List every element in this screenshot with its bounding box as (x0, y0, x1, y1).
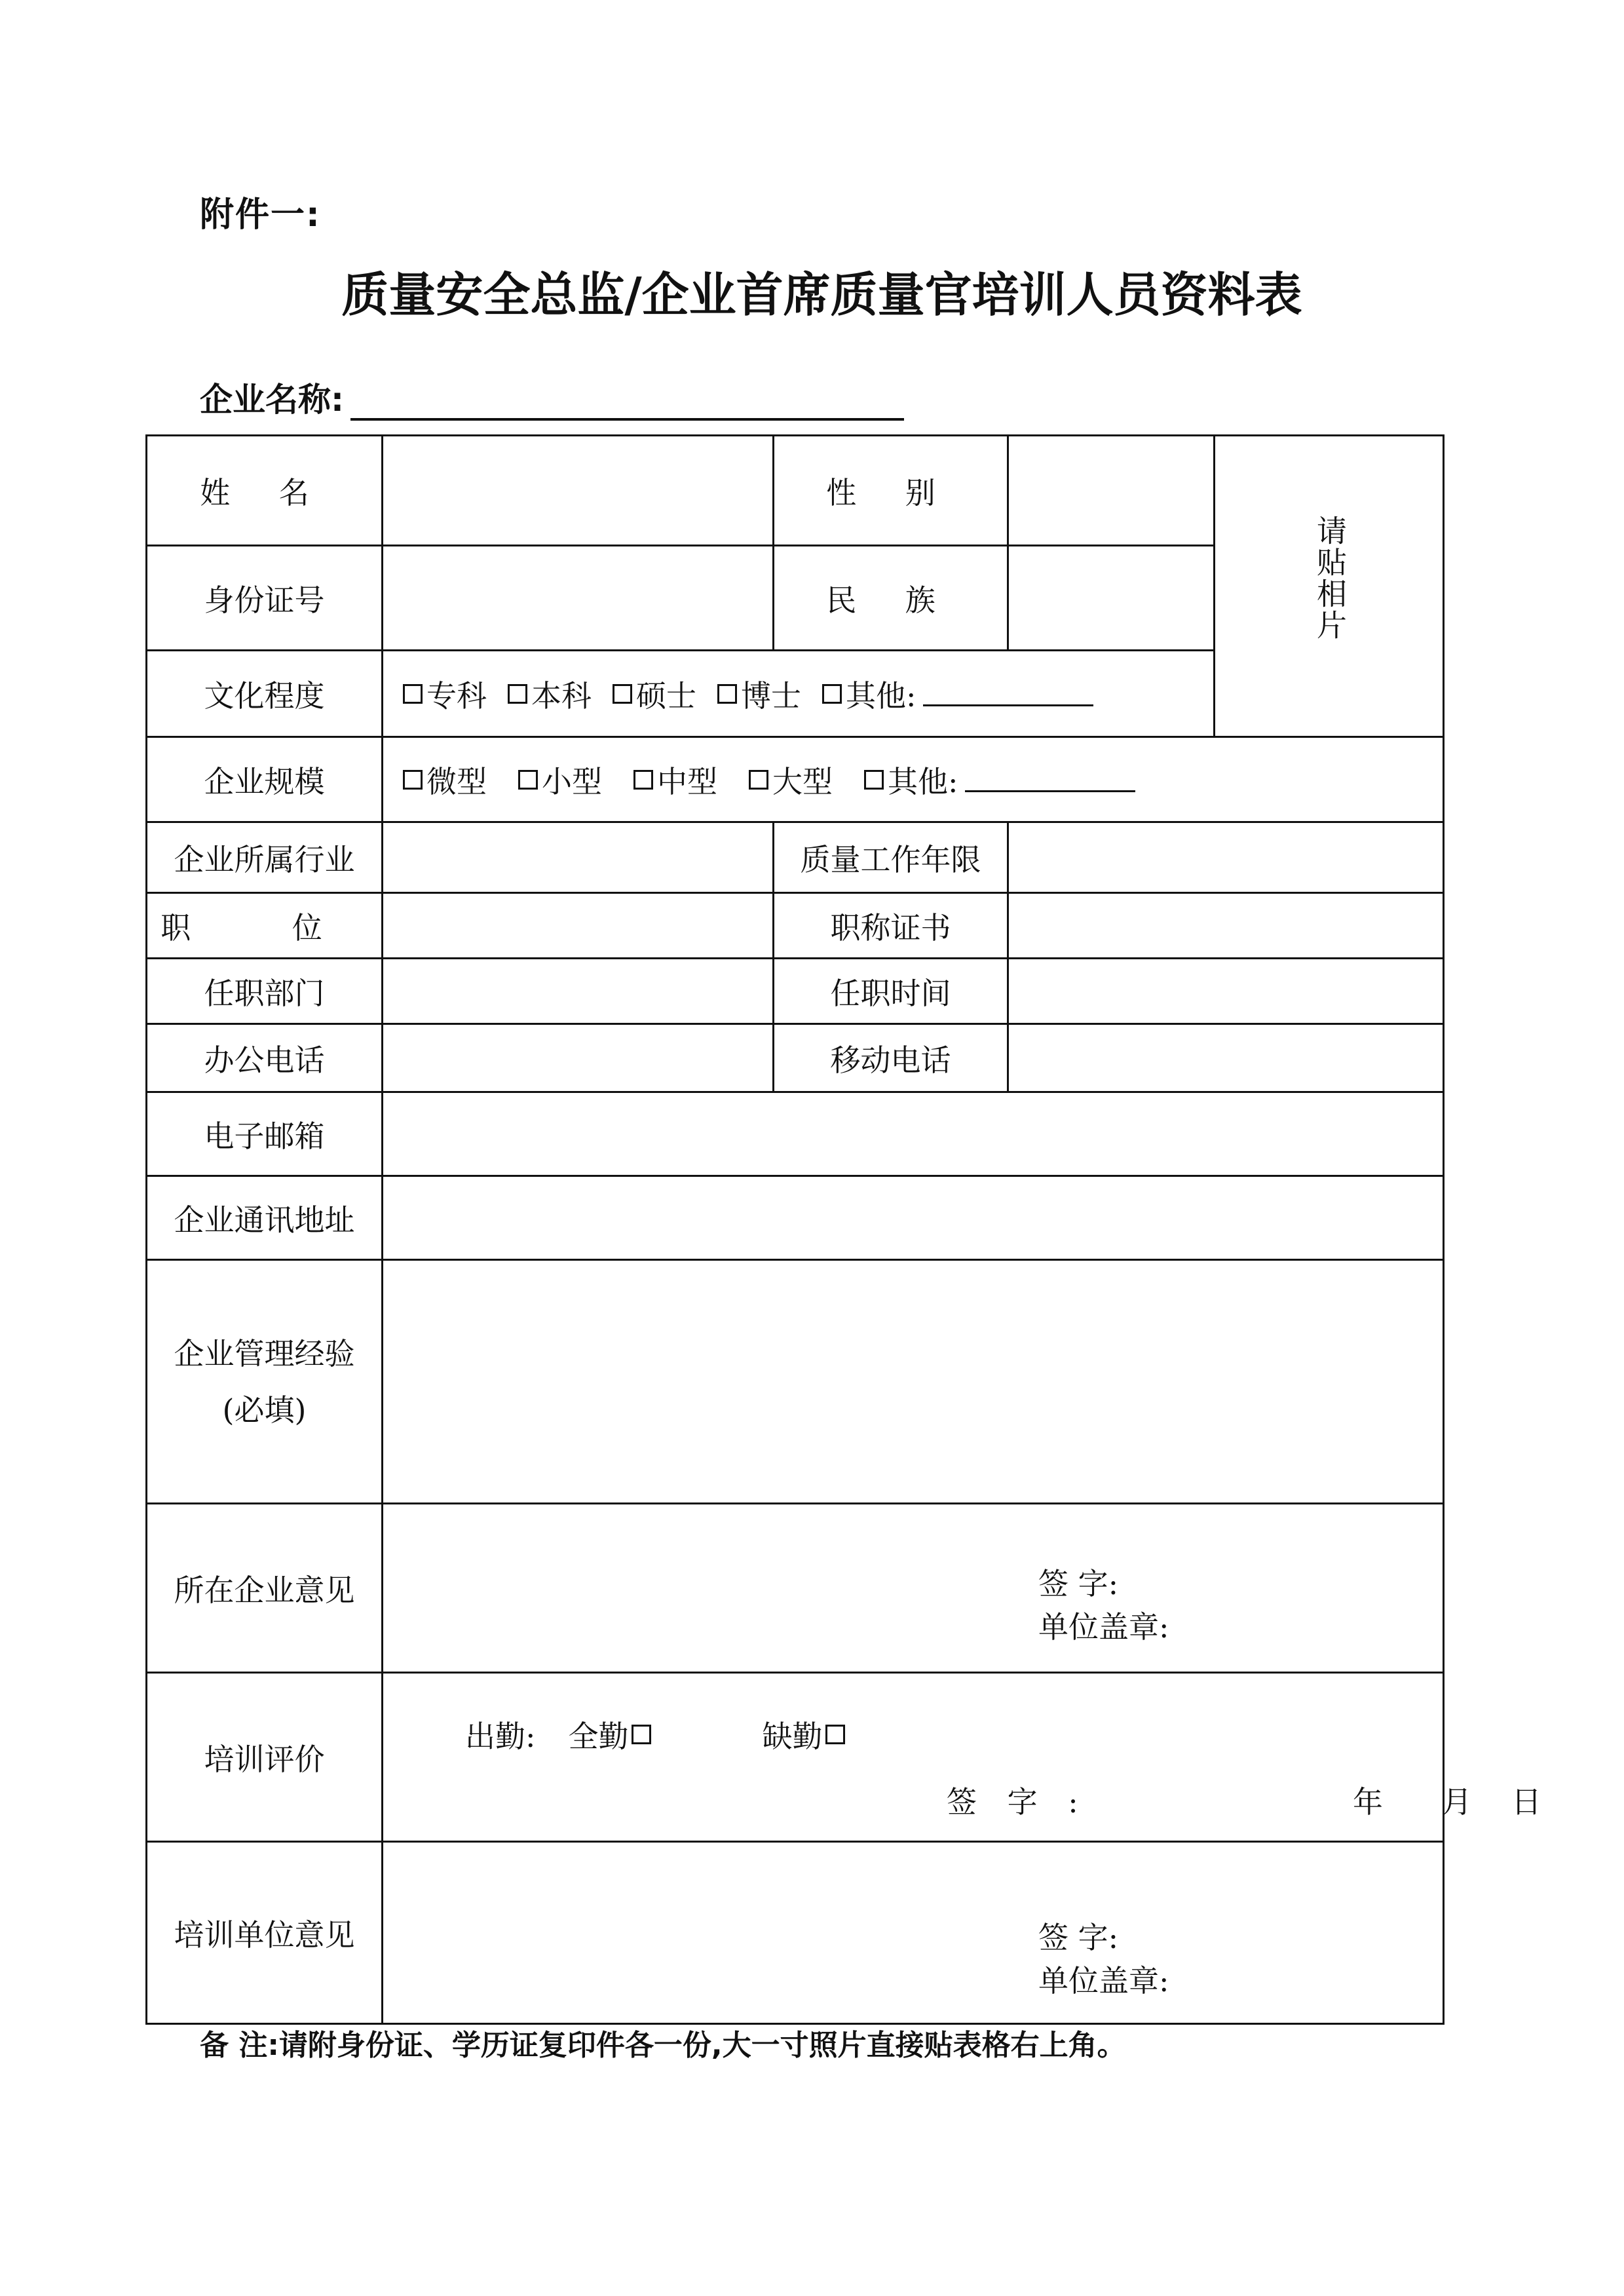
checkbox-icon[interactable] (633, 770, 653, 790)
photo-label: 请贴相片 (1312, 515, 1348, 641)
full-attendance-label: 全勤 (568, 1719, 629, 1754)
checkbox-icon[interactable] (717, 684, 737, 704)
checkbox-icon[interactable] (864, 770, 884, 790)
address-label: 企业通讯地址 (174, 1202, 355, 1238)
name-label: 姓 名 (200, 474, 329, 510)
email-field[interactable] (383, 1093, 1445, 1177)
gender-label: 性 别 (826, 474, 955, 510)
position-field[interactable] (383, 894, 774, 959)
tenure-field[interactable] (1009, 959, 1445, 1025)
scale-options (383, 738, 1445, 823)
education-option[interactable]: 博士 (717, 672, 801, 716)
gender-label-cell (774, 436, 1009, 546)
gender-field[interactable] (1009, 436, 1215, 546)
id-label-cell (147, 546, 383, 651)
quality-years-label: 质量工作年限 (800, 841, 981, 877)
evaluation-label: 培训评价 (204, 1741, 325, 1777)
title-cert-field[interactable] (1009, 894, 1445, 959)
full-attendance-checkbox[interactable] (632, 1725, 651, 1744)
company-name-label: 企业名称: (200, 381, 344, 419)
training-opinion-signature: 签 字: 单位盖章: (1038, 1920, 1169, 1999)
checkbox-icon[interactable] (403, 684, 423, 704)
quality-years-field[interactable] (1009, 823, 1445, 894)
company-name-row (200, 373, 904, 421)
ethnicity-label-cell (774, 546, 1009, 651)
email-label: 电子邮箱 (204, 1118, 325, 1154)
scale-option[interactable]: 小型 (518, 758, 602, 801)
experience-label-cell (147, 1261, 383, 1504)
scale-label: 企业规模 (204, 763, 325, 799)
scale-option[interactable]: 中型 (633, 758, 717, 801)
checkbox-icon[interactable] (508, 684, 527, 704)
company-opinion-label: 所在企业意见 (174, 1572, 355, 1608)
ethnicity-label: 民 族 (826, 582, 955, 618)
training-opinion-label-cell (147, 1843, 383, 2023)
training-opinion-label: 培训单位意见 (174, 1917, 355, 1953)
education-option[interactable]: 专科 (403, 672, 487, 716)
office-phone-field[interactable] (383, 1025, 774, 1093)
education-label-cell (147, 651, 383, 738)
ethnicity-field[interactable] (1009, 546, 1215, 651)
absence-label: 缺勤 (762, 1719, 823, 1754)
checkbox-icon[interactable] (518, 770, 538, 790)
day-label: 日 (1511, 1784, 1541, 1820)
page-title: 质量安全总监/企业首席质量官培训人员资料表 (341, 267, 1302, 322)
checkbox-icon[interactable] (822, 684, 842, 704)
attendance-row (465, 1713, 849, 1756)
tenure-label-cell (774, 959, 1009, 1025)
checkbox-icon[interactable] (403, 770, 423, 790)
id-field[interactable] (383, 546, 774, 651)
title-cert-label: 职称证书 (830, 909, 951, 946)
industry-label: 企业所属行业 (174, 841, 355, 877)
scale-label-cell (147, 738, 383, 823)
position-label: 职 位 (161, 909, 368, 946)
name-field[interactable] (383, 436, 774, 546)
education-option[interactable]: 本科 (508, 672, 592, 716)
checkbox-icon[interactable] (613, 684, 632, 704)
industry-field[interactable] (383, 823, 774, 894)
company-name-field[interactable] (350, 380, 904, 421)
scale-option[interactable]: 大型 (749, 758, 833, 801)
address-label-cell (147, 1177, 383, 1261)
mobile-label: 移动电话 (830, 1042, 951, 1078)
department-label: 任职部门 (204, 975, 325, 1011)
evaluation-date-row (1353, 1778, 1541, 1822)
scale-option[interactable]: 微型 (403, 758, 487, 801)
attendance-label: 出勤: (465, 1719, 536, 1754)
education-option-other[interactable]: 其他: (822, 672, 1093, 716)
evaluation-field (383, 1674, 1541, 1843)
office-phone-label: 办公电话 (204, 1042, 325, 1078)
name-label-cell (147, 436, 383, 546)
mobile-field[interactable] (1009, 1025, 1445, 1093)
photo-area-bottom (1215, 651, 1445, 738)
scale-option-other[interactable]: 其他: (864, 758, 1135, 801)
department-label-cell (147, 959, 383, 1025)
checkbox-icon[interactable] (749, 770, 768, 790)
training-opinion-field[interactable] (383, 1843, 1445, 2023)
tenure-label: 任职时间 (830, 975, 951, 1011)
email-label-cell (147, 1093, 383, 1177)
footer-note: 备 注:请附身份证、学历证复印件各一份,大一寸照片直接贴表格右上角。 (200, 2029, 1126, 2062)
title-cert-label-cell (774, 894, 1009, 959)
education-other-field[interactable] (923, 681, 1093, 706)
experience-field[interactable] (383, 1261, 1445, 1504)
year-label: 年 (1353, 1784, 1383, 1820)
personnel-form (145, 434, 1541, 2025)
id-label: 身份证号 (204, 582, 325, 618)
address-field[interactable] (383, 1177, 1445, 1261)
company-opinion-label-cell (147, 1504, 383, 1674)
department-field[interactable] (383, 959, 774, 1025)
scale-other-field[interactable] (965, 767, 1135, 792)
mobile-label-cell (774, 1025, 1009, 1093)
quality-years-label-cell (774, 823, 1009, 894)
evaluation-label-cell (147, 1674, 383, 1843)
absence-checkbox[interactable] (825, 1725, 845, 1744)
company-opinion-signature: 签 字: 单位盖章: (1038, 1566, 1169, 1645)
office-phone-label-cell (147, 1025, 383, 1093)
education-options (383, 651, 1215, 738)
attachment-label: 附件一: (200, 195, 321, 235)
company-opinion-field[interactable] (383, 1504, 1445, 1674)
month-label: 月 (1442, 1784, 1472, 1820)
education-option[interactable]: 硕士 (613, 672, 696, 716)
education-label: 文化程度 (204, 678, 325, 714)
position-label-cell (147, 894, 383, 959)
experience-label: 企业管理经验 (必填) (174, 1335, 355, 1428)
industry-label-cell (147, 823, 383, 894)
evaluation-sign-label: 签 字 : (947, 1784, 1089, 1820)
evaluation-sign-row (947, 1778, 1089, 1822)
